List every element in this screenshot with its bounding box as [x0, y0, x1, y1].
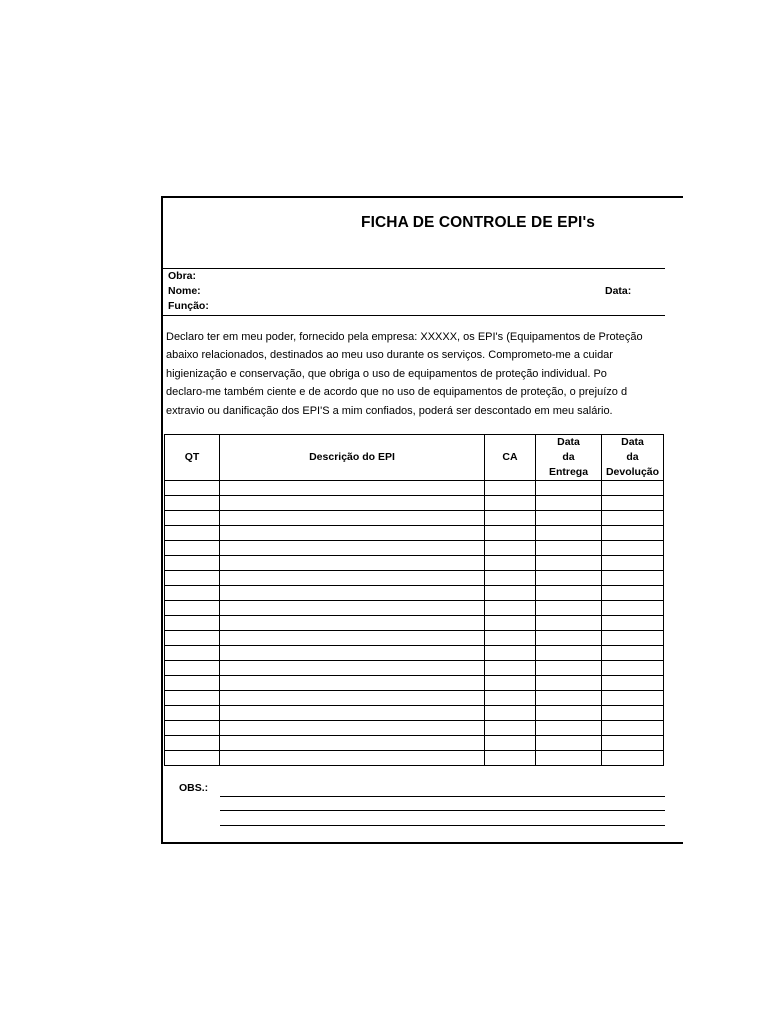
cell-data-entrega[interactable] [536, 511, 602, 526]
cell-data-devolucao[interactable] [602, 736, 664, 751]
table-row [165, 676, 664, 691]
table-header-row [165, 435, 664, 481]
cell-data-devolucao[interactable] [602, 661, 664, 676]
cell-data-devolucao[interactable] [602, 616, 664, 631]
obs-line[interactable] [220, 825, 665, 826]
nome-label: Nome: [168, 285, 201, 297]
cell-descricao[interactable] [220, 511, 485, 526]
cell-data-devolucao[interactable] [602, 646, 664, 661]
cell-descricao[interactable] [220, 721, 485, 736]
cell-ca[interactable] [485, 556, 536, 571]
cell-descricao[interactable] [220, 751, 485, 766]
cell-descricao[interactable] [220, 646, 485, 661]
cell-qt[interactable] [165, 661, 220, 676]
declaration-line: higienização e conservação, que obriga o uso de equipamentos de proteção individual. Po [166, 367, 607, 380]
cell-qt[interactable] [165, 631, 220, 646]
cell-data-entrega[interactable] [536, 616, 602, 631]
cell-ca[interactable] [485, 481, 536, 496]
cell-ca[interactable] [485, 676, 536, 691]
cell-qt[interactable] [165, 601, 220, 616]
cell-qt[interactable] [165, 556, 220, 571]
cell-ca[interactable] [485, 736, 536, 751]
obs-line[interactable] [220, 796, 665, 797]
cell-descricao[interactable] [220, 541, 485, 556]
declaration-line: declaro-me também ciente e de acordo que no uso de equipamentos de proteção, o prejuízo d [166, 386, 628, 399]
cell-qt[interactable] [165, 481, 220, 496]
cell-qt[interactable] [165, 706, 220, 721]
header-ca: CA [485, 435, 536, 481]
declaration-line: Declaro ter em meu poder, fornecido pela empresa: XXXXX, os EPI's (Equipamentos de Proteção [166, 331, 643, 343]
cell-ca[interactable] [485, 646, 536, 661]
cell-ca[interactable] [485, 511, 536, 526]
cell-ca[interactable] [485, 526, 536, 541]
table-row [165, 481, 664, 496]
cell-data-devolucao[interactable] [602, 691, 664, 706]
header-data-entrega: Data da Entrega [536, 435, 602, 481]
table-row [165, 736, 664, 751]
cell-descricao[interactable] [220, 526, 485, 541]
cell-descricao[interactable] [220, 556, 485, 571]
cell-descricao[interactable] [220, 586, 485, 601]
cell-descricao[interactable] [220, 601, 485, 616]
cell-data-devolucao[interactable] [602, 511, 664, 526]
cell-data-entrega[interactable] [536, 601, 602, 616]
table-row [165, 541, 664, 556]
cell-data-entrega[interactable] [536, 736, 602, 751]
cell-data-entrega[interactable] [536, 646, 602, 661]
cell-data-entrega[interactable] [536, 571, 602, 586]
table-row [165, 751, 664, 766]
cell-data-entrega[interactable] [536, 481, 602, 496]
cell-data-entrega[interactable] [536, 721, 602, 736]
funcao-label: Função: [168, 300, 209, 312]
table-row [165, 706, 664, 721]
cell-qt[interactable] [165, 511, 220, 526]
cell-data-devolucao[interactable] [602, 526, 664, 541]
cell-ca[interactable] [485, 616, 536, 631]
cell-qt[interactable] [165, 646, 220, 661]
cell-data-entrega[interactable] [536, 631, 602, 646]
cell-data-entrega[interactable] [536, 706, 602, 721]
cell-data-devolucao[interactable] [602, 556, 664, 571]
cell-descricao[interactable] [220, 616, 485, 631]
cell-descricao[interactable] [220, 706, 485, 721]
cell-ca[interactable] [485, 751, 536, 766]
table-row [165, 586, 664, 601]
cell-descricao[interactable] [220, 571, 485, 586]
form-visible-area [163, 198, 665, 842]
table-row [165, 616, 664, 631]
table-row [165, 496, 664, 511]
cell-ca[interactable] [485, 586, 536, 601]
cell-data-entrega[interactable] [536, 556, 602, 571]
header-descricao: Descrição do EPI [220, 435, 485, 481]
cell-qt[interactable] [165, 616, 220, 631]
table-row [165, 571, 664, 586]
table-row [165, 721, 664, 736]
obs-label: OBS.: [179, 782, 209, 794]
cell-qt[interactable] [165, 721, 220, 736]
table-row [165, 631, 664, 646]
cell-data-entrega[interactable] [536, 661, 602, 676]
cell-data-devolucao[interactable] [602, 481, 664, 496]
cell-descricao[interactable] [220, 736, 485, 751]
cell-data-devolucao[interactable] [602, 571, 664, 586]
cell-data-entrega[interactable] [536, 526, 602, 541]
table-body [165, 481, 664, 766]
header-qt: QT [165, 435, 220, 481]
cell-qt[interactable] [165, 676, 220, 691]
form-title: FICHA DE CONTROLE DE EPI's [361, 214, 595, 231]
cell-qt[interactable] [165, 571, 220, 586]
cell-data-devolucao[interactable] [602, 721, 664, 736]
cell-data-devolucao[interactable] [602, 676, 664, 691]
cell-ca[interactable] [485, 496, 536, 511]
cell-ca[interactable] [485, 706, 536, 721]
cell-ca[interactable] [485, 601, 536, 616]
table-row [165, 646, 664, 661]
cell-data-devolucao[interactable] [602, 601, 664, 616]
cell-data-entrega[interactable] [536, 496, 602, 511]
table-row [165, 511, 664, 526]
obra-label: Obra: [168, 270, 197, 282]
cell-data-entrega[interactable] [536, 541, 602, 556]
cell-qt[interactable] [165, 586, 220, 601]
cell-data-entrega[interactable] [536, 676, 602, 691]
cell-descricao[interactable] [220, 631, 485, 646]
epi-table [164, 434, 664, 766]
cell-data-devolucao[interactable] [602, 541, 664, 556]
cell-descricao[interactable] [220, 496, 485, 511]
cell-ca[interactable] [485, 691, 536, 706]
declaration-line: extravio ou danificação dos EPI'S a mim confiados, poderá ser descontado em meu salário. [166, 404, 613, 417]
cell-ca[interactable] [485, 541, 536, 556]
data-label: Data: [605, 285, 632, 297]
cell-data-entrega[interactable] [536, 586, 602, 601]
cell-ca[interactable] [485, 721, 536, 736]
cell-data-devolucao[interactable] [602, 586, 664, 601]
cell-ca[interactable] [485, 631, 536, 646]
fields-divider [163, 315, 665, 316]
cell-ca[interactable] [485, 661, 536, 676]
table-row [165, 526, 664, 541]
cell-data-devolucao[interactable] [602, 751, 664, 766]
epi-control-form [161, 196, 683, 844]
cell-data-entrega[interactable] [536, 751, 602, 766]
cell-data-devolucao[interactable] [602, 631, 664, 646]
header-data-devolucao: Data da Devolução [602, 435, 664, 481]
cell-data-entrega[interactable] [536, 691, 602, 706]
cell-descricao[interactable] [220, 691, 485, 706]
title-divider [163, 268, 665, 269]
cell-descricao[interactable] [220, 481, 485, 496]
table-row [165, 556, 664, 571]
cell-qt[interactable] [165, 691, 220, 706]
cell-descricao[interactable] [220, 676, 485, 691]
obs-line[interactable] [220, 810, 665, 811]
cell-ca[interactable] [485, 571, 536, 586]
table-row [165, 661, 664, 676]
cell-qt[interactable] [165, 751, 220, 766]
table-row [165, 601, 664, 616]
cell-data-devolucao[interactable] [602, 496, 664, 511]
cell-qt[interactable] [165, 496, 220, 511]
cell-data-devolucao[interactable] [602, 706, 664, 721]
declaration-text [166, 328, 665, 420]
cell-qt[interactable] [165, 541, 220, 556]
cell-qt[interactable] [165, 736, 220, 751]
declaration-line: abaixo relacionados, destinados ao meu uso durante os serviços. Comprometo-me a cuidar [166, 349, 613, 362]
table-row [165, 691, 664, 706]
cell-descricao[interactable] [220, 661, 485, 676]
cell-qt[interactable] [165, 526, 220, 541]
